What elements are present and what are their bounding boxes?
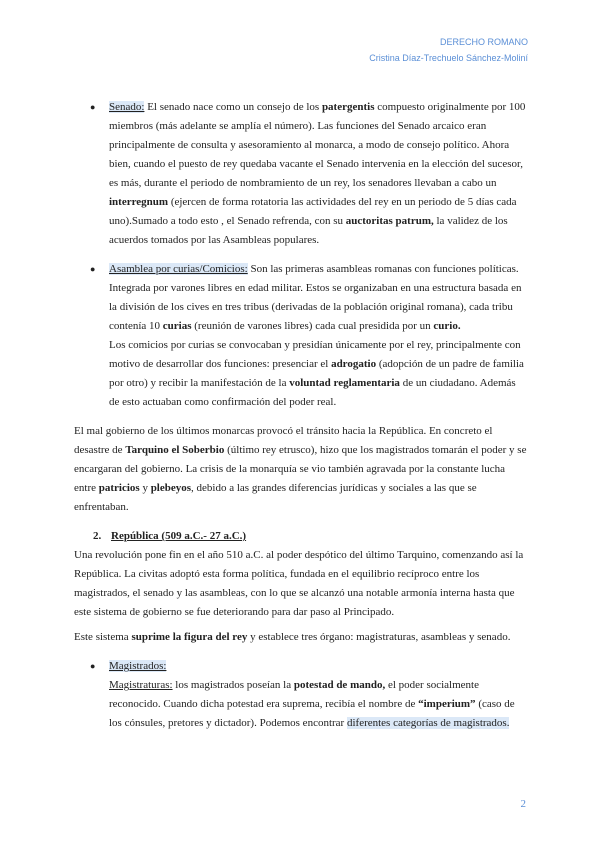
header-title: DERECHO ROMANO: [439, 37, 528, 47]
bullet-asamblea: [74, 260, 528, 412]
asamblea-label: Asamblea por curias/Comicios:: [109, 263, 248, 275]
bullet-icon: ●: [90, 661, 96, 671]
bullet-senado: [74, 98, 528, 250]
document-body: [74, 98, 528, 733]
magistrados-label-line: [109, 657, 528, 676]
asamblea-paragraph: Asamblea por curias/Comicios: Son las primeras asambleas romanas con funciones políticas. Integrada por varones libres en edad militar. Estos se organizaban en una estructura basada en la división de los cives en tres tribus (derivadas de la población original romana), cada tribu contenía 10 curias (reunión de varones libres) cada cual presidida por un curio.: [109, 263, 522, 332]
page-number: 2: [520, 798, 526, 810]
section-title: República (509 a.C.- 27 a.C.): [111, 530, 247, 542]
magistraturas-label: Magistraturas:: [109, 679, 173, 691]
senado-label: Senado:: [109, 101, 145, 113]
magistrados-paragraph: Magistraturas: los magistrados poseían la potestad de mando, el poder socialmente reconocido. Cuando dicha potestad era suprema, recibía el nombre de “imperium” (caso de los cónsules, pretores y dictador). Podemos encontrar diferentes categorías de magistrados.: [109, 679, 515, 729]
transicion-paragraph: El mal gobierno de los últimos monarcas provocó el tránsito hacia la República. En concreto el desastre de Tarquino el Soberbio (último rey etrusco), hizo que los magistrados tomarán el poder y se encargaran del gobierno. La crisis de la monarquía se vio también agravada por la constante lucha entre patricios y plebeyos, debido a las grandes diferencias jurídicas y sociales a las que se enfrentaban.: [74, 425, 527, 513]
republica-paragraph: Una revolución pone fin en el año 510 a.C. al poder despótico del último Tarquino, comenzando así la República. La civitas adoptó esta forma política, fundada en el equilibrio recíproco entre los magistrados, el senado y las asambleas, con lo que se alcanzó una notable armonía interna hasta que este sistema de gobierno se fue deteriorando para dar paso al Principado.: [74, 549, 524, 618]
magistrados-label: Magistrados:: [109, 660, 167, 672]
section-number: 2.: [93, 530, 102, 542]
asamblea-paragraph-2: Los comicios por curias se convocaban y presidían únicamente por el rey, principalmente con motivo de desarrollar dos funciones: presenciar el adrogatio (adopción de un padre de familia por otro) y recibir la manifestación de la voluntad reglamentaria de un ciudadano. Además de esto actuaban como confirmación del poder real.: [109, 339, 524, 408]
section-heading: [74, 527, 528, 546]
page-header: [369, 34, 528, 66]
sistema-paragraph: Este sistema suprime la figura del rey y establece tres órgano: magistraturas, asambleas y senado.: [74, 631, 511, 643]
header-author: Cristina Díaz-Trechuelo Sánchez-Moliní: [369, 53, 528, 63]
senado-paragraph: Senado: El senado nace como un consejo de los patergentis compuesto originalmente por 100 miembros (más adelante se amplía el número). Las funciones del Senado arcaico eran principalmente de consulta y asesoramiento al monarca, a modo de consejo político. Ahora bien, cuando el puesto de rey quedaba vacante el Senado intervenia en la elección del sucesor, es más, durante el periodo de nombramiento de un rey, los senadores llevaban a cabo un interregnum (ejercen de forma rotatoria las actividades del rey en un periodo de 5 días cada uno).Sumado a todo esto , el Senado refrenda, con su auctoritas patrum, la validez de los acuerdos tomados por las Asambleas populares.: [109, 101, 526, 246]
bullet-magistrados: [74, 657, 528, 733]
bullet-icon: ●: [90, 102, 96, 112]
bullet-icon: ●: [90, 264, 96, 274]
